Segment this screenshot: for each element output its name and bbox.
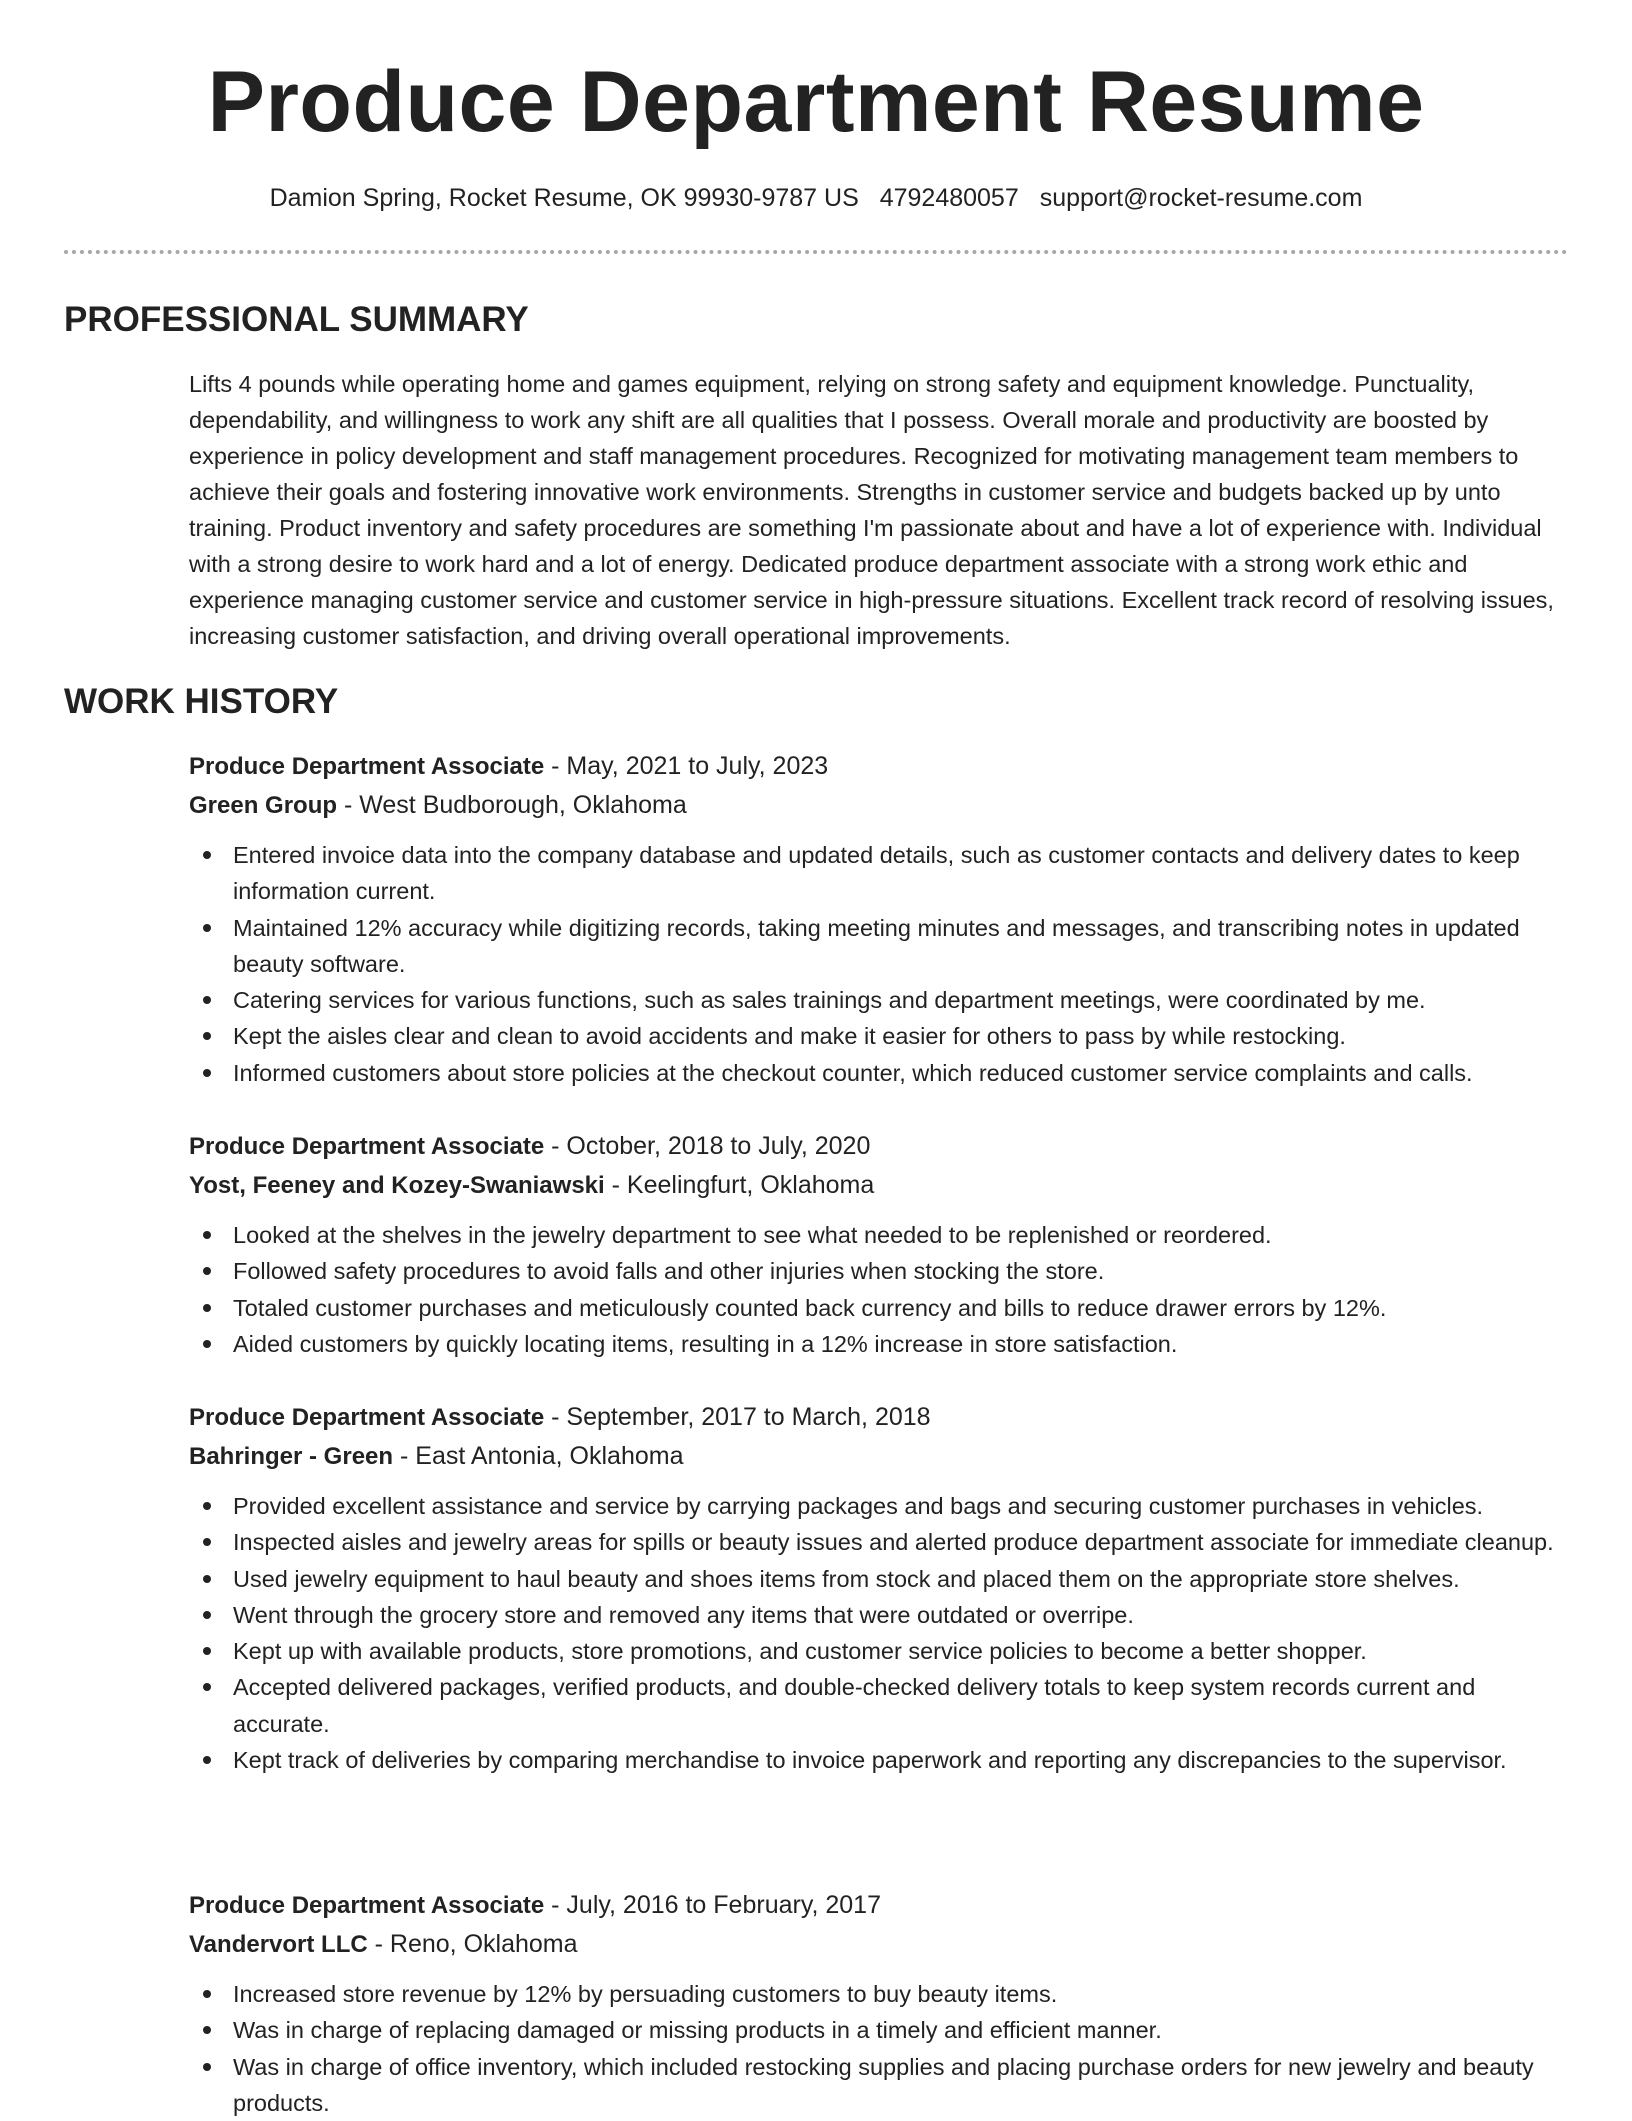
- contact-address: Damion Spring, Rocket Resume, OK 99930-9787 US: [269, 184, 859, 212]
- job-dates: - May, 2021 to July, 2023: [544, 752, 829, 780]
- contact-email: support@rocket-resume.com: [1039, 184, 1363, 212]
- summary-heading: PROFESSIONAL SUMMARY: [64, 300, 529, 339]
- job-title-line: [189, 1127, 1571, 1166]
- job-location: - West Budborough, Oklahoma: [337, 791, 687, 819]
- job-location: - Keelingfurt, Oklahoma: [604, 1171, 875, 1199]
- job-bullets: [189, 1217, 1571, 1362]
- job-company: Green Group: [189, 792, 338, 819]
- bullet-item: Increased store revenue by 12% by persuading customers to buy beauty items.: [233, 1976, 1571, 2012]
- bullet-item: Followed safety procedures to avoid falls and other injuries when stocking the store.: [233, 1253, 1571, 1289]
- job-entry: [189, 747, 1571, 1091]
- job-dates: - July, 2016 to February, 2017: [544, 1891, 881, 1919]
- bullet-item: Entered invoice data into the company database and updated details, such as customer contacts and delivery dates to keep information current.: [233, 837, 1571, 910]
- bullet-item: Catering services for various functions, such as sales trainings and department meetings, were coordinated by me.: [233, 982, 1571, 1018]
- bullet-item: Looked at the shelves in the jewelry department to see what needed to be replenished or reordered.: [233, 1217, 1571, 1253]
- job-entry: [189, 1127, 1571, 1362]
- bullet-item: Went through the grocery store and removed any items that were outdated or overripe.: [233, 1597, 1571, 1633]
- bullet-item: Kept up with available products, store promotions, and customer service policies to become a better shopper.: [233, 1633, 1571, 1669]
- bullet-item: Informed customers about store policies at the checkout counter, which reduced customer service complaints and calls.: [233, 1055, 1571, 1091]
- bullet-item: Was in charge of replacing damaged or missing products in a timely and efficient manner.: [233, 2012, 1571, 2048]
- job-title-line: [189, 747, 1571, 786]
- job-location: - Reno, Oklahoma: [367, 1930, 578, 1958]
- job-company: Vandervort LLC: [189, 1931, 368, 1958]
- job-dates: - October, 2018 to July, 2020: [544, 1132, 871, 1160]
- bullet-item: Used jewelry equipment to haul beauty and shoes items from stock and placed them on the appropriate store shelves.: [233, 1561, 1571, 1597]
- job-company: Yost, Feeney and Kozey-Swaniawski: [189, 1172, 605, 1199]
- job-title: Produce Department Associate: [189, 1133, 545, 1160]
- job-bullets: [189, 1976, 1571, 2121]
- page-title: Produce Department Resume: [207, 54, 1425, 150]
- job-entry: [189, 1398, 1571, 1778]
- job-title: Produce Department Associate: [189, 1404, 545, 1431]
- job-title: Produce Department Associate: [189, 753, 545, 780]
- summary-text: Lifts 4 pounds while operating home and games equipment, relying on strong safety and equipment knowledge. Punctuality, dependability, and willingness to work any shift are all qualities that I possess. Overall morale and productivity are boosted by experience in policy development and staff management procedures. Recognized for motivating management team members to achieve their goals and fostering innovative work environments. Strengths in customer service and budgets backed up by unto training. Product inventory and safety procedures are something I'm passionate about and have a lot of experience with. Individual with a strong desire to work hard and a lot of energy. Dedicated produce department associate with a strong work ethic and experience managing customer service and customer service in high-pressure situations. Excellent track record of resolving issues, increasing customer satisfaction, and driving overall operational improvements.: [189, 371, 1554, 649]
- header-divider: [64, 250, 1568, 254]
- job-bullets: [189, 1488, 1571, 1778]
- bullet-item: Aided customers by quickly locating items, resulting in a 12% increase in store satisfaction.: [233, 1326, 1571, 1362]
- job-company-line: [189, 1925, 1571, 1964]
- bullet-item: Maintained 12% accuracy while digitizing records, taking meeting minutes and messages, and transcribing notes in updated beauty software.: [233, 910, 1571, 983]
- job-title-line: [189, 1886, 1571, 1925]
- job-location: - East Antonia, Oklahoma: [393, 1442, 684, 1470]
- job-title-line: [189, 1398, 1571, 1437]
- job-title: Produce Department Associate: [189, 1892, 545, 1919]
- bullet-item: Provided excellent assistance and service by carrying packages and bags and securing customer purchases in vehicles.: [233, 1488, 1571, 1524]
- job-company-line: [189, 786, 1571, 825]
- work-history-heading: WORK HISTORY: [64, 682, 339, 721]
- contact-line: [0, 181, 1632, 215]
- job-company-line: [189, 1166, 1571, 1205]
- job-company-line: [189, 1437, 1571, 1476]
- job-entry: [189, 1886, 1571, 2121]
- contact-phone: 4792480057: [879, 184, 1019, 212]
- job-bullets: [189, 837, 1571, 1091]
- bullet-item: Accepted delivered packages, verified products, and double-checked delivery totals to keep system records current and accurate.: [233, 1669, 1571, 1742]
- job-company: Bahringer - Green: [189, 1443, 394, 1470]
- bullet-item: Totaled customer purchases and meticulously counted back currency and bills to reduce drawer errors by 12%.: [233, 1290, 1571, 1326]
- bullet-item: Kept the aisles clear and clean to avoid accidents and make it easier for others to pass by while restocking.: [233, 1018, 1571, 1054]
- bullet-item: Kept track of deliveries by comparing merchandise to invoice paperwork and reporting any discrepancies to the supervisor.: [233, 1742, 1571, 1778]
- job-dates: - September, 2017 to March, 2018: [544, 1403, 931, 1431]
- bullet-item: Was in charge of office inventory, which included restocking supplies and placing purchase orders for new jewelry and beauty products.: [233, 2049, 1571, 2121]
- bullet-item: Inspected aisles and jewelry areas for spills or beauty issues and alerted produce department associate for immediate cleanup.: [233, 1524, 1571, 1560]
